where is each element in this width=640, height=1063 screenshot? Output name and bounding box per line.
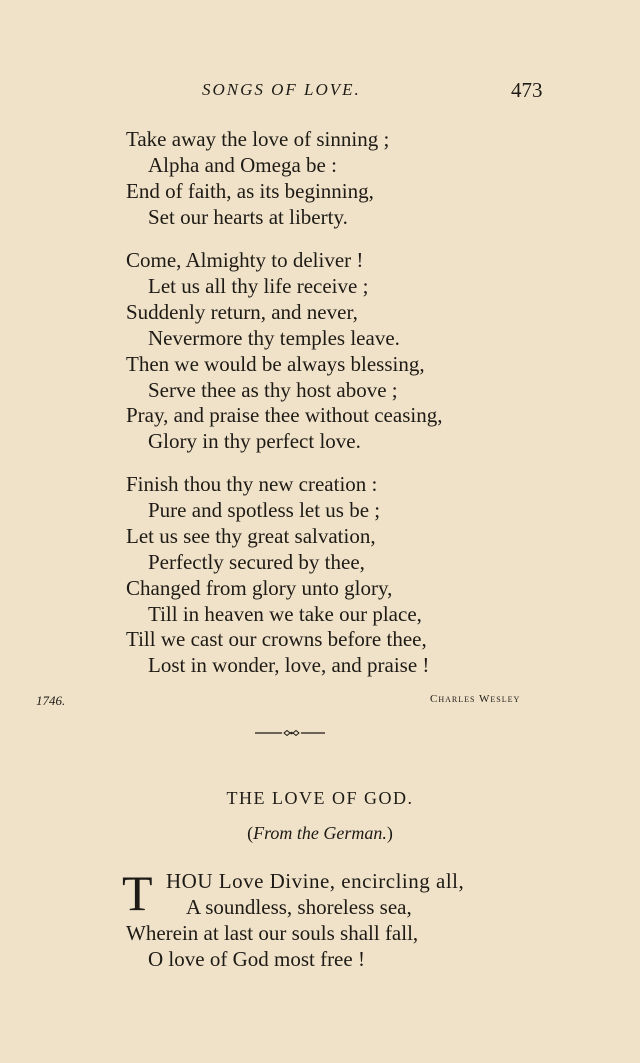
poem-year: 1746. [36, 693, 66, 708]
subtitle-close-paren: ) [386, 823, 393, 843]
poem-subtitle [0, 823, 640, 844]
poem-line: Finish thou thy new creation : [126, 472, 378, 496]
poem-line: Glory in thy perfect love. [148, 429, 361, 454]
poem-line: Lost in wonder, love, and praise ! [148, 653, 430, 678]
subtitle-open-paren: ( [247, 823, 254, 843]
poem-line: Come, Almighty to deliver ! [126, 248, 364, 272]
first-line-text: HOU Love Divine, encircling all, [166, 869, 465, 893]
poem-line: Till in heaven we take our place, [148, 601, 422, 626]
poem-line: Changed from glory unto glory, [126, 575, 393, 600]
poem-line: Alpha and Omega be : [148, 152, 337, 177]
poem-line: Then we would be always blessing, [126, 351, 425, 376]
poem-line: Suddenly return, and never, [126, 299, 358, 324]
poem-line: Serve thee as thy host above ; [148, 377, 398, 402]
poem-line: Pure and spotless let us be ; [148, 497, 381, 522]
poem-line: Till we cast our crowns before thee, [126, 627, 427, 652]
poem-line: Wherein at last our souls shall fall, [126, 920, 419, 945]
poem-line: Pray, and praise thee without ceasing, [126, 403, 443, 428]
poem-line: Set our hearts at liberty. [148, 204, 348, 229]
running-head: SONGS OF LOVE. [202, 80, 361, 99]
stanza-2 [126, 248, 442, 455]
drop-cap: T [122, 865, 153, 921]
stanza-1 [126, 127, 389, 231]
poem-line: Nevermore thy temples leave. [148, 325, 400, 350]
section-divider-ornament [255, 726, 325, 740]
poem-title: THE LOVE OF GOD. [226, 788, 414, 808]
stanza-3 [126, 472, 429, 679]
poem-line: End of faith, as its beginning, [126, 178, 374, 203]
poem-author: Charles Wesley [430, 693, 521, 705]
poem-line: O love of God most free ! [148, 946, 365, 971]
poem-line: Let us all thy life receive ; [148, 273, 369, 298]
poem-line: Perfectly secured by thee, [148, 549, 365, 574]
poem-line: Let us see thy great salvation, [126, 523, 376, 548]
subtitle-text: From the German. [253, 823, 387, 843]
poem-line: A soundless, shoreless sea, [186, 894, 412, 919]
page-number: 473 [511, 78, 543, 102]
poem-line: Take away the love of sinning ; [126, 127, 390, 151]
stanza-4 [122, 865, 465, 973]
